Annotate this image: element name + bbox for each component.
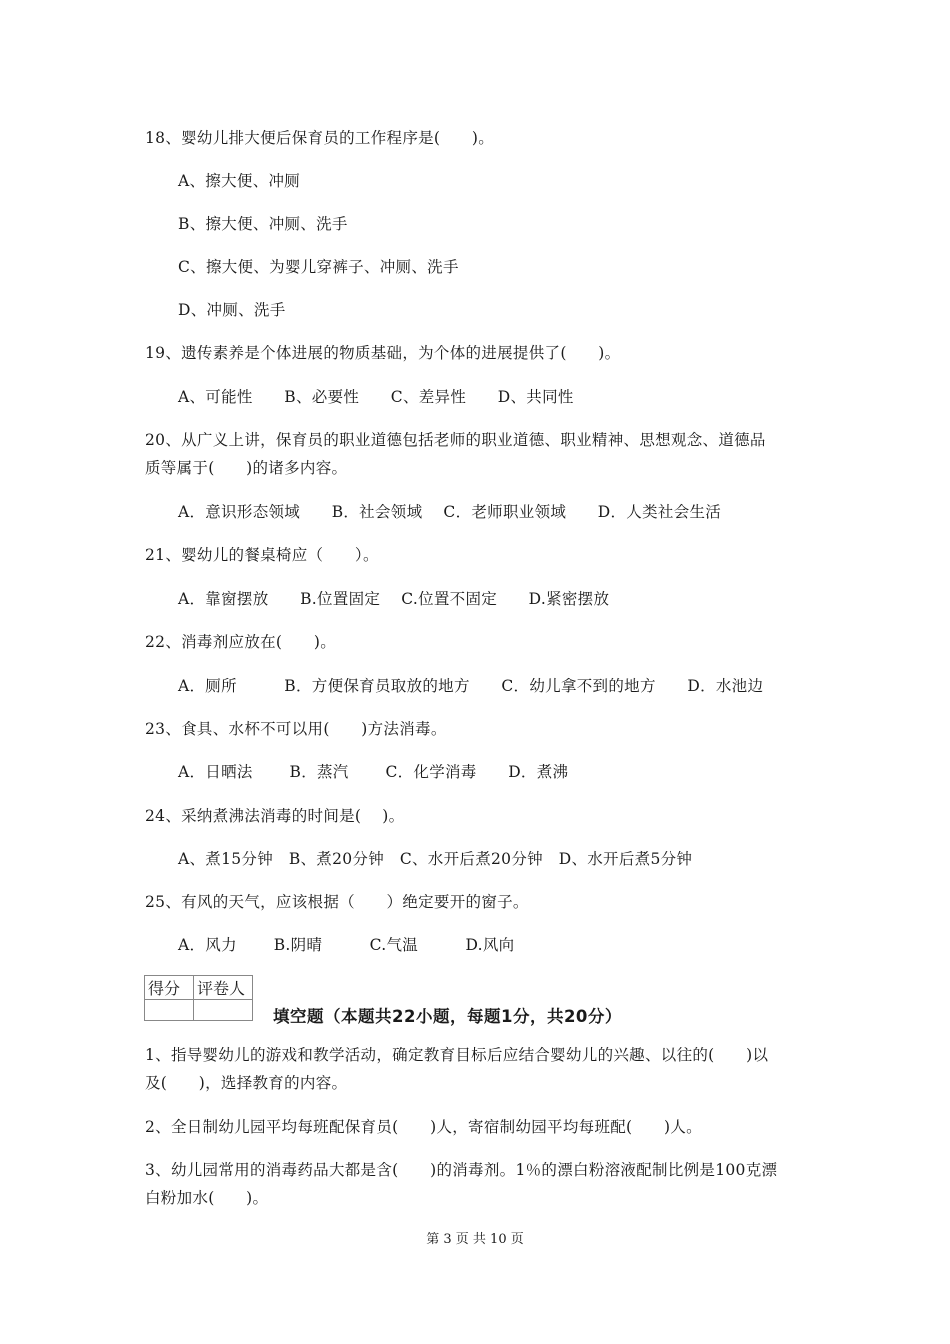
fill-blank-1: 1、指导婴幼儿的游戏和教学活动，确定教育目标后应结合婴幼儿的兴趣、以往的( )以	[145, 1046, 769, 1064]
q19-options: A、可能性 B、必要性 C、差异性 D、共同性	[178, 388, 574, 406]
question-22: 22、消毒剂应放在( )。	[145, 633, 337, 651]
question-23: 23、食具、水杯不可以用( )方法消毒。	[145, 720, 447, 738]
question-19: 19、遗传素养是个体进展的物质基础，为个体的进展提供了( )。	[145, 344, 621, 362]
question-24: 24、采纳煮沸法消毒的时间是( )。	[145, 807, 405, 825]
question-25: 25、有风的天气，应该根据（ ）绝定要开的窗子。	[145, 893, 529, 911]
score-table	[144, 975, 253, 1021]
score-cell	[145, 1000, 194, 1021]
section-title: 填空题（本题共22小题，每题1分，共20分）	[273, 1007, 622, 1026]
q22-options: A．厕所 B．方便保育员取放的地方 C．幼儿拿不到的地方 D．水池边	[178, 677, 764, 695]
question-20-continued: 质等属于( )的诸多内容。	[145, 459, 348, 477]
question-20: 20、从广义上讲，保育员的职业道德包括老师的职业道德、职业精神、思想观念、道德品	[145, 431, 766, 449]
q18-option-b: B、擦大便、冲厕、洗手	[178, 215, 348, 233]
grader-cell	[194, 1000, 253, 1021]
q25-options: A．风力 B.阴晴 C.气温 D.风向	[178, 936, 515, 954]
fill-blank-2: 2、全日制幼儿园平均每班配保育员( )人，寄宿制幼园平均每班配( )人。	[145, 1118, 702, 1136]
q18-option-d: D、冲厕、洗手	[178, 301, 286, 319]
q24-options: A、煮15分钟 B、煮20分钟 C、水开后煮20分钟 D、水开后煮5分钟	[178, 850, 693, 868]
grader-label: 评卷人	[194, 976, 253, 1000]
fill-blank-3-continued: 白粉加水( )。	[145, 1189, 269, 1207]
question-18: 18、婴幼儿排大便后保育员的工作程序是( )。	[145, 129, 495, 147]
q23-options: A．日晒法 B．蒸汽 C．化学消毒 D．煮沸	[178, 763, 569, 781]
q21-options: A．靠窗摆放 B.位置固定 C.位置不固定 D.紧密摆放	[178, 590, 610, 608]
q18-option-a: A、擦大便、冲厕	[178, 172, 301, 190]
score-label: 得分	[145, 976, 194, 1000]
fill-blank-1-continued: 及( )，选择教育的内容。	[145, 1074, 348, 1092]
q20-options: A．意识形态领域 B．社会领域 C．老师职业领域 D．人类社会生活	[178, 503, 722, 521]
question-21: 21、婴幼儿的餐桌椅应（ ）。	[145, 546, 379, 564]
page-footer: 第 3 页 共 10 页	[426, 1232, 524, 1247]
fill-blank-3: 3、幼儿园常用的消毒药品大都是含( )的消毒剂。1％的漂白粉溶液配制比例是100克漂	[145, 1161, 778, 1179]
q18-option-c: C、擦大便、为婴儿穿裤子、冲厕、洗手	[178, 258, 459, 276]
